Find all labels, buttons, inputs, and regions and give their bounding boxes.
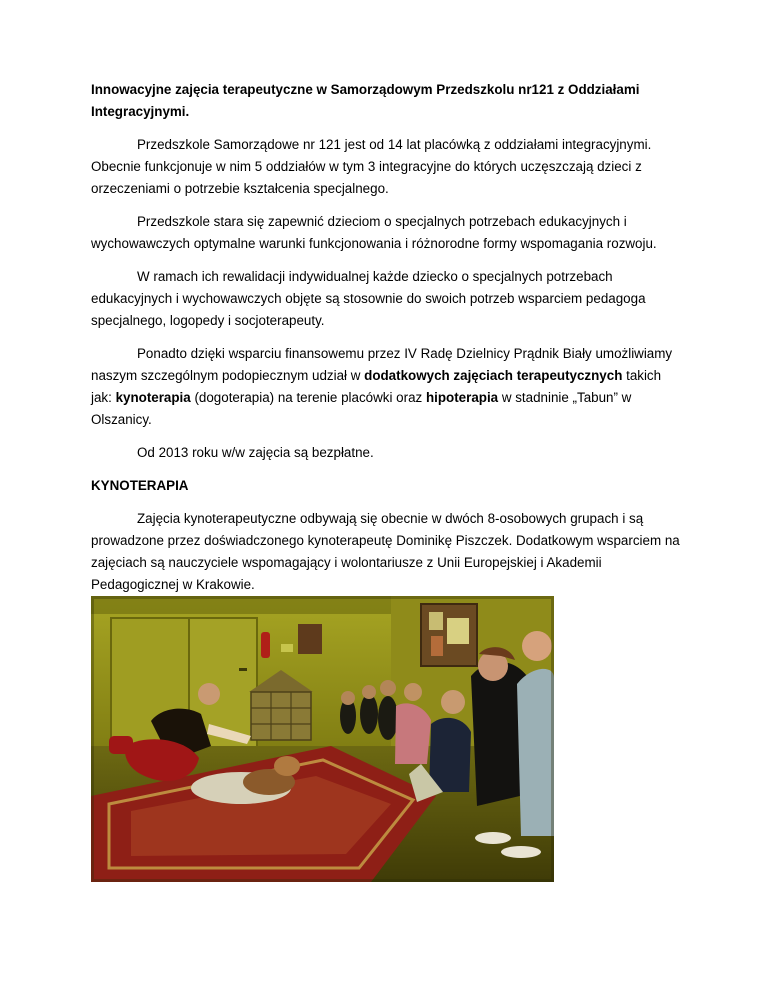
funding-bold-extra-classes: dodatkowych zajęciach terapeutycznych [364,368,623,383]
paragraph-kynoterapia: Zajęcia kynoterapeutyczne odbywają się obecnie w dwóch 8-osobowych grupach i są prowadzone przez doświadczonego kynoterapeutę Dominikę Piszczek. Dodatkowym wsparciem na zajęciach są nauczyciele wspomagający i wolontariusze z Unii Europejskiej i Akademii Pedagogicznej w Krakowie. [91,511,680,592]
funding-bold-kynoterapia: kynoterapia [115,390,191,405]
funding-text-4: w stadninie „Tabun” w Olszanicy. [91,390,632,427]
paragraph-funding [91,343,681,431]
funding-text-2: takich jak: [91,368,662,405]
funding-text-1: Ponadto dzięki wsparciu finansowemu przez IV Radę Dzielnicy Prądnik Biały umożliwiamy naszym szczególnym podopiecznym udział w [91,346,673,383]
paragraph-intro: Przedszkole Samorządowe nr 121 jest od 14 lat placówką z oddziałami integracyjnymi. Obecnie funkcjonuje w nim 5 oddziałów w tym 3 integracyjne do których uczęszczają dzieci z orzeczeniami o potrzebie kształcenia specjalnego. [91,137,652,196]
document-title: Innowacyjne zajęcia terapeutyczne w Samorządowym Przedszkolu nr121 z Oddziałami Integracyjnymi. [91,82,640,119]
document-body [91,79,681,607]
dog-therapy-photo-image [91,596,554,882]
section-heading-kynoterapia: KYNOTERAPIA [91,478,189,493]
paragraph-rewalidation: W ramach ich rewalidacji indywidualnej każde dziecko o specjalnych potrzebach edukacyjnych i wychowawczych objęte są stosownie do swoich potrzeb wsparciem pedagoga specjalnego, logopedy i socjoterapeuty. [91,269,646,328]
paragraph-free: Od 2013 roku w/w zajęcia są bezpłatne. [137,445,374,460]
paragraph-goals: Przedszkole stara się zapewnić dzieciom o specjalnych potrzebach edukacyjnych i wychowawczych optymalne warunki funkcjonowania i różnorodne formy wspomagania rozwoju. [91,214,657,251]
funding-text-3: (dogoterapia) na terenie placówki oraz [190,390,426,405]
dog-therapy-photo [91,596,554,882]
funding-bold-hipoterapia: hipoterapia [425,390,499,405]
